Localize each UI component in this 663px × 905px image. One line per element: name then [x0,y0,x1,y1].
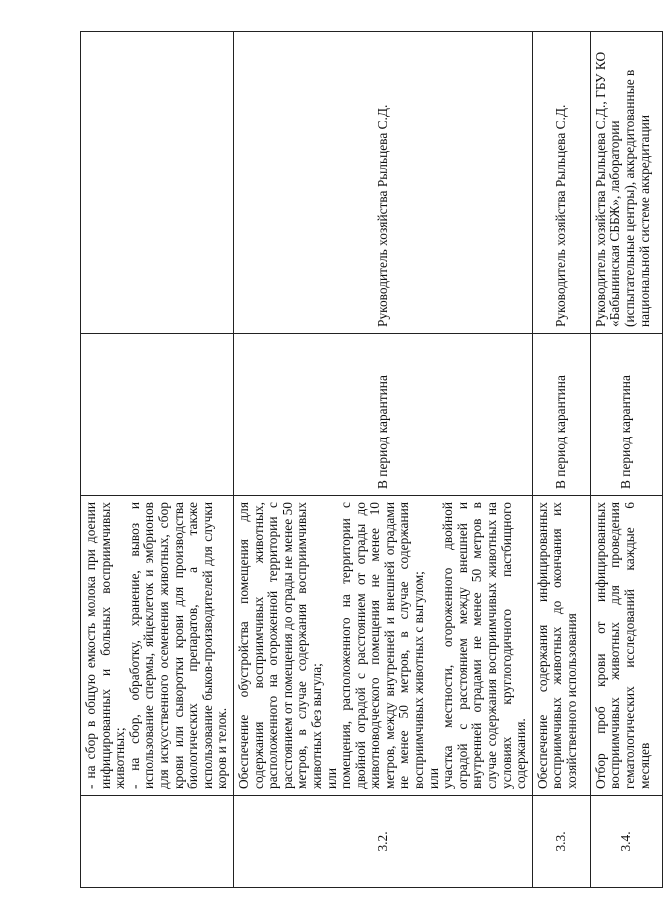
table-row [532,32,590,888]
responsible-cell: Руководитель хозяйства Рыльцева С.Д., ГБУ КО «Бабынинская СББЖ», лаборатории (испытательные центры), аккредитованные в национальной системе аккредитации [590,32,662,334]
measure-line: участка местности, огороженного двойной оградой с расстоянием между внешней и внутренней оградами не менее 50 метров в случае содержания восприимчивых животных на условиях круглогодичного пастбищного содержания. [440,502,529,789]
measure-cell [590,496,662,796]
term-cell: В период карантина [590,334,662,496]
measure-cell [233,496,532,796]
quarantine-measures-table [80,31,663,888]
term-cell [81,334,234,496]
measure-line: - на сбор, обработку, хранение, вывоз и использование спермы, яйцеклеток и эмбрионов для искусственного осеменения животных, сбор крови или сыворотки крови для производства биологических препаратов, а также использование быков-производителей для случки коров и телок. [126,502,230,789]
table-row [81,32,234,888]
row-number [81,796,234,888]
measure-cell [81,496,234,796]
measure-line: Отбор проб крови от инфицированных восприимчивых животных для проведения гематологических исследований каждые 6 месяцев [592,502,652,789]
measure-line: Обеспечение содержания инфицированных восприимчивых животных до окончания их хозяйственного использования [534,502,579,789]
measure-line: - на сбор в общую емкость молока при доении инфицированных и больных восприимчивых животных; [83,502,128,789]
responsible-cell: Руководитель хозяйства Рыльцева С.Д. [233,32,532,334]
measure-line: Обеспечение обустройства помещения для содержания восприимчивых животных, расположенного на огороженной территории с расстоянием от помещения до ограды не менее 50 метров, в случае содержания восприимчивых животных без выгула; [235,502,324,789]
rotated-page [80,32,652,888]
row-number: 3.4. [590,796,662,888]
responsible-cell: Руководитель хозяйства Рыльцева С.Д. [532,32,590,334]
measure-line: помещения, расположенного на территории с двойной оградой с расстоянием от ограды до животноводческого помещения не менее 10 метров, между внутренней и внешней оградами не менее 50 метров, в случае содержания восприимчивых животных с выгулом; [338,502,427,789]
term-cell: В период карантина [233,334,532,496]
responsible-cell [81,32,234,334]
measure-cell [532,496,590,796]
row-number: 3.2. [233,796,532,888]
measure-line: или [425,767,441,789]
term-cell: В период карантина [532,334,590,496]
measure-line: или [323,767,339,789]
row-number: 3.3. [532,796,590,888]
table-row [590,32,662,888]
table-row [233,32,532,888]
